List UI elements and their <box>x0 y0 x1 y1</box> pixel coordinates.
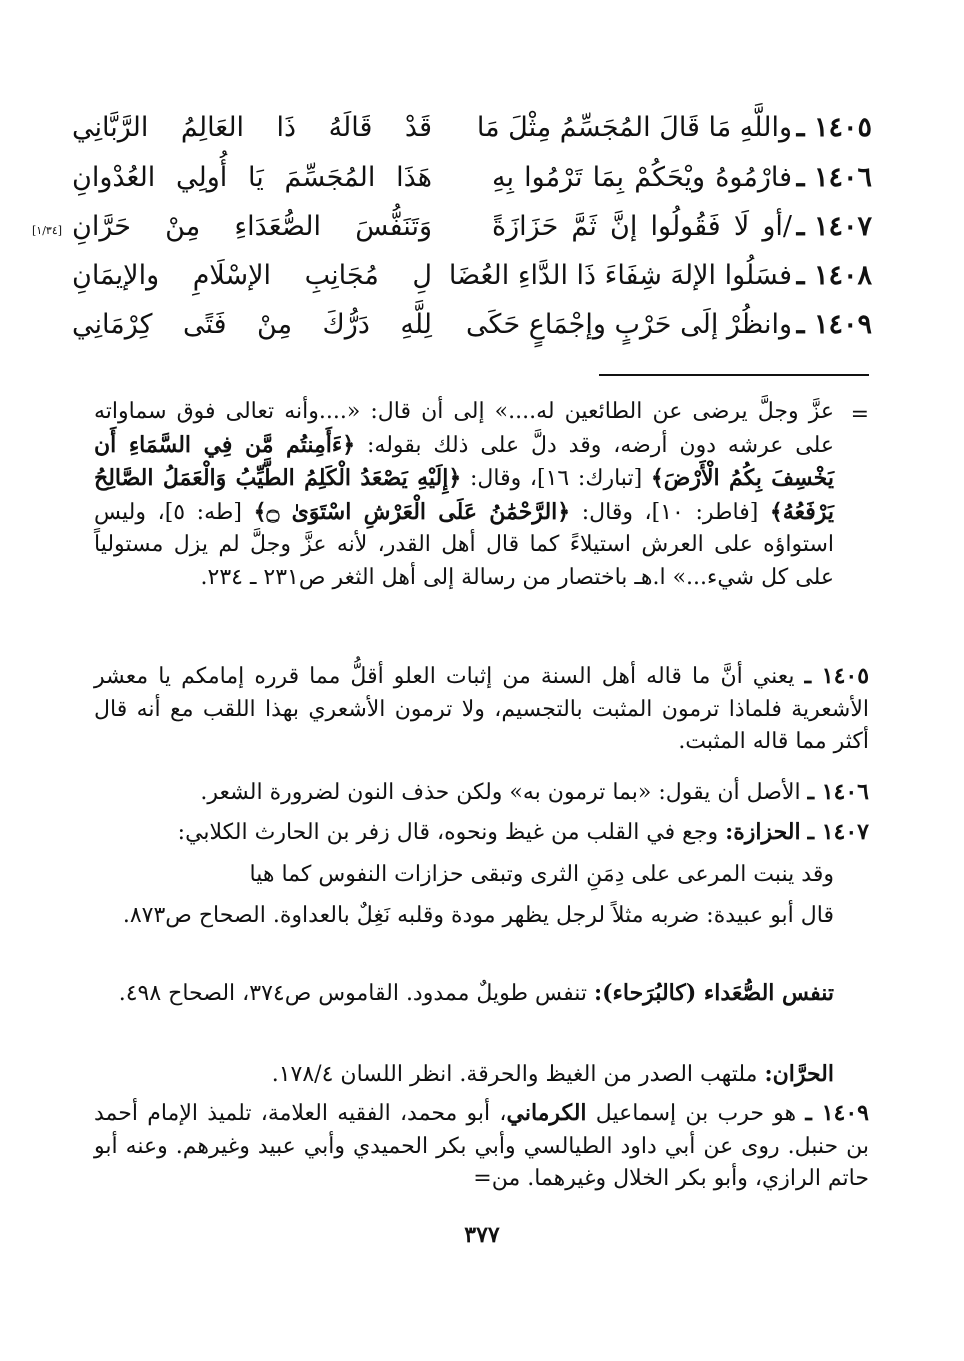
footnote-number: ١٤٠٦ ـ <box>807 779 869 805</box>
verse-second-hemistich: قَدْ قَالَهُ ذَا العَالِمُ الرَّبَّانِي <box>72 112 432 143</box>
verse-number: ١٤٠٧ ـ <box>796 211 872 242</box>
footnote-1407-sudaa <box>94 977 834 1011</box>
verse-row <box>72 155 872 201</box>
footnote-continued <box>94 396 834 594</box>
verse-second-hemistich: لِلَّهِ دَرُّكَ مِنْ فَتًى كِرْمَانِي <box>72 309 432 340</box>
quran-verse: ﴿إِلَيْهِ يَصْعَدُ الْكَلِمُ الطَّيِّبُ وَالْعَمَلُ الصَّالِحُ يَرْفَعُهُ﴾ <box>94 465 834 525</box>
footnote-1407-poem <box>94 859 834 892</box>
footnote-text: تنفس طويلٌ ممدود. القاموس ص٣٧٤، الصحاح ٤٩٨. <box>118 981 594 1006</box>
footnote-text: ملتهب الصدر من الغيظ والحرقة. انظر اللسان ١٧٨/٤. <box>271 1062 765 1087</box>
footnote-1405 <box>94 660 869 759</box>
quran-verse: ﴿ءَأَمِنتُم مَّن فِي السَّمَاءِ أَن يَخْسِفَ بِكُمُ الْأَرْضَ﴾ <box>94 431 834 491</box>
verse-row <box>72 302 872 348</box>
footnote-term: الكرماني <box>506 1100 587 1126</box>
footnote-text: ، أبو محمد، الفقيه العلامة، تلميذ الإمام أحمد بن حنبل. روى عن أبي داود الطيالسي وأبي بكر الحميدي وأبي عبيد وغيرهم. وعنه أبو حاتم الرازي، وأبو بكر الخلال وغيرهما. من= <box>94 1101 869 1191</box>
footnote-1406 <box>94 776 869 810</box>
footnote-text: هو حرب بن إسماعيل <box>586 1101 797 1126</box>
verse-first-hemistich: فارْمُوهُ ويْحَكُمْ بِمَا تَرْمُوا بِهِ <box>492 162 792 193</box>
footnote-number: ١٤٠٧ ـ <box>807 819 869 845</box>
footnote-1407 <box>94 816 869 850</box>
verse-first-hemistich: وانظُرْ إلَى حَرْبٍ وإجْمَاعٍ حَكَى <box>466 309 792 340</box>
footnote-continuation-mark: = <box>850 402 869 427</box>
verse-first-hemistich: /أو لَا فَقُولُوا إنَّ ثَمَّ حَزَازَةً <box>492 211 792 242</box>
footnote-term: الحرَّان: <box>764 1061 834 1087</box>
footnote-text: عزَّ وجلَّ يرضى عن الطائعين له....» إلى أن قال: «....وأنه تعالى فوق سماواته على عرشه دون أرضه، وقد دلَّ على ذلك بقوله: <box>94 399 834 458</box>
footnote-term: الحزازة: <box>725 819 801 845</box>
page-number: ٣٧٧ <box>464 1222 500 1248</box>
verse-second-hemistich: لِ مُجَانِبِ الإسْلَامِ والإيمَانِ <box>72 260 432 291</box>
footnote-number: ١٤٠٩ ـ <box>805 1100 869 1126</box>
verse-second-hemistich: هَذَا المُجَسِّمَ يَا أُولِي العُدْوانِ <box>72 162 432 193</box>
footnote-1407-cont <box>94 900 834 933</box>
verse-row <box>32 204 872 250</box>
footnote-text: الأصل أن يقول: «بما ترمون به» ولكن حذف النون لضرورة الشعر. <box>200 780 801 805</box>
verse-second-hemistich: وَتَنَفُّسَ الصُّعَدَاءِ مِنْ حَرَّانِ <box>72 211 432 242</box>
footnote-1409 <box>94 1097 869 1196</box>
footnote-text: [طه: ٥]، وليس استواؤه على العرش استيلاءً كما قال أهل القدر، لأنه عزَّ وجلَّ لم يزل مستولياً على كل شيء...» ا.هـ باختصار من رسالة إلى أهل الثغر ص٢٣١ ـ ٢٣٤. <box>94 499 834 590</box>
verse-row <box>72 253 872 299</box>
verse-number: ١٤٠٥ ـ <box>796 112 872 143</box>
verse-row <box>72 105 872 151</box>
verse-number: ١٤٠٨ ـ <box>796 260 872 291</box>
footnote-term: تنفس الصُّعَداء (كالبُرَحاء): <box>593 980 834 1006</box>
verse-number: ١٤٠٦ ـ <box>796 162 872 193</box>
quoted-poetry-line: وقد ينبت المرعى على دِمَنِ الثرى وتبقى حزازات النفوس كما هيا <box>249 862 834 887</box>
footnote-1407-harran <box>94 1058 834 1092</box>
verse-number: ١٤٠٩ ـ <box>796 309 872 340</box>
footnote-number: ١٤٠٥ ـ <box>804 663 870 689</box>
footnote-text: قال أبو عبيدة: ضربه مثلاً لرجل يظهر مودة وقلبه نَغِلٌ بالعداوة. الصحاح ص٨٧٣. <box>122 903 834 928</box>
verse-first-hemistich: واللَّهِ مَا قَالَ المُجَسِّمُ مِثْلَ مَا <box>476 112 792 143</box>
footnote-text: يعني أنَّ ما قاله أهل السنة من إثبات العلو أقلُّ مما قرره إمامكم يا معشر الأشعرية فلماذا ترمون المثبت بالتجسيم، ولا ترمون الأشعري بهذا اللقب مع أنه قال أكثر مما قاله المثبت. <box>94 664 869 754</box>
footnote-text: [فاطر: ١٠]، وقال: <box>570 499 770 525</box>
quran-verse: ﴿الرَّحْمَٰنُ عَلَى الْعَرْشِ اسْتَوَىٰ ۝﴾ <box>253 498 571 525</box>
footnote-text: [تبارك: ١٦]، وقال: <box>461 466 651 491</box>
footnote-separator-rule <box>599 374 869 376</box>
manuscript-folio-mark: [١/٣٤] <box>32 224 63 237</box>
footnote-text: وجع في القلب من غيظ ونحوه، قال زفر بن الحارث الكلابي: <box>177 820 726 845</box>
verse-first-hemistich: فسَلُوا الإلهَ شِفَاءَ ذَا الدَّاءِ العُضَا <box>448 260 792 291</box>
